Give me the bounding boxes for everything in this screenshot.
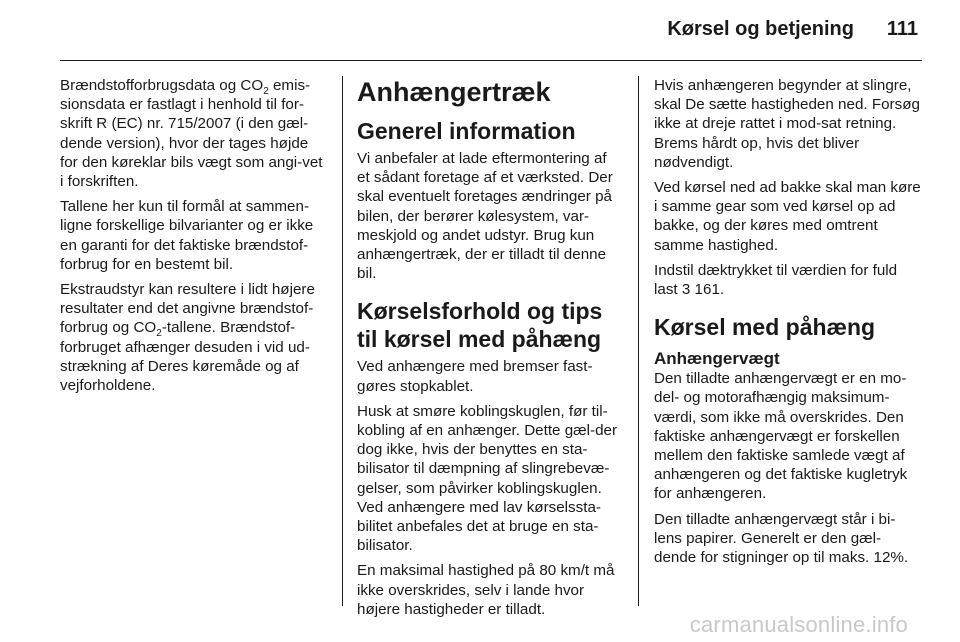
paragraph-vehicle-papers: Den tilladte anhængervægt står i bi-lens papirer. Generelt er den gæl-dende for stigninger op til maks. 12%. [654, 510, 909, 567]
text-span: Ekstraudstyr kan resultere i lidt højere resultater end det angivne brændstof-forbrug og CO [60, 281, 315, 337]
header-rule [60, 60, 922, 61]
paragraph-downhill: Ved kørsel ned ad bakke skal man køre i samme gear som ved kørsel op ad bakke, og der køres med omtrent samme hastighed. [654, 179, 921, 254]
paragraph-extra-equipment [60, 280, 330, 395]
text-span: Brændstofforbrugsdata og CO [60, 77, 264, 94]
paragraph-trailer-weight: Den tilladte anhængervægt er en mo-del- og motorafhængig maksimum-værdi, som ikke må overskrides. Den faktiske anhængervægt er forskellen mellem den faktiske samlede vægt af anhængeren og det faktiske kugletryk for anhængeren. [654, 370, 908, 503]
text-span: Indstil dæktrykket til værdien for fuld last [654, 261, 898, 299]
text-span: -tallene. Brændstof-forbruget afhænger desuden i vid ud-strækning af Deres køremåde og af vejforholdene. [60, 319, 310, 395]
paragraph-fuel-data [60, 76, 330, 191]
subheading-trailer-driving: Kørsel med påhæng [654, 314, 876, 341]
page-number: 111 [886, 18, 918, 40]
subscript: 2 [156, 328, 162, 340]
subheading-driving-tips: Kørselsforhold og tips til kørsel med påhæng [357, 298, 603, 353]
paragraph-max-speed: En maksimal hastighed på 80 km/t må ikke overskrides, selv i lande hvor højere hastigheder er tilladt. [357, 562, 615, 618]
paragraph-general-info: Vi anbefaler at lade eftermontering af et sådant foretage af et værksted. Der skal eventuelt foretages ændringer på bilen, der berører kølesystem, var-meskjold og andet udstyr. Brug kun anhængertræk, der er tilladt til denne bil. [357, 150, 613, 283]
subscript: 2 [263, 86, 269, 98]
text-span: emis-sionsdata er fastlagt i henhold til for-skrift R (EC) nr. 715/2007 (i den gæl-dende version), hvor der tages højde for den køreklar bils vægt som angi-vet i forskriften. [60, 77, 323, 191]
column-divider [638, 76, 639, 606]
paragraph-comparison: Tallene her kun til formål at sammen-ligne forskellige bilvarianter og er ikke en garanti for det faktiske brændstof-forbrug for en bestemt bil. [60, 198, 314, 273]
page-header-title: Kørsel og betjening [667, 18, 854, 40]
column-1 [60, 76, 330, 401]
watermark: carmanualsonline.info [689, 612, 908, 637]
paragraph-tyre-pressure [654, 261, 922, 299]
subheading-trailer-weight: Anhængervægt [654, 349, 780, 369]
column-3 [654, 76, 922, 573]
column-2 [357, 76, 622, 625]
page-reference-icon: 3 [681, 281, 691, 299]
column-divider [342, 76, 343, 606]
subheading-general-info: Generel information [357, 118, 576, 144]
page-reference: 161. [690, 281, 725, 299]
paragraph-swaying: Hvis anhængeren begynder at slingre, skal De sætte hastigheden ned. Forsøg ikke at dreje rattet i mod-sat retning. Brems hårdt op, hvis det bliver nødvendigt. [654, 77, 920, 171]
paragraph-brakes: Ved anhængere med bremser fast-gøres stopkablet. [357, 358, 593, 395]
paragraph-coupling-ball: Husk at smøre koblingskuglen, før til-kobling af en anhænger. Dette gæl-der dog ikke, hvis der benyttes en sta-bilisator til dæmpning af slingrebevæ-gelser, som påvirker koblingskuglen. Ved anhængere med lav kørselssta-bilitet anbefales det at bruge en sta-bilisator. [357, 402, 618, 555]
section-heading: Anhængertræk [357, 77, 551, 107]
